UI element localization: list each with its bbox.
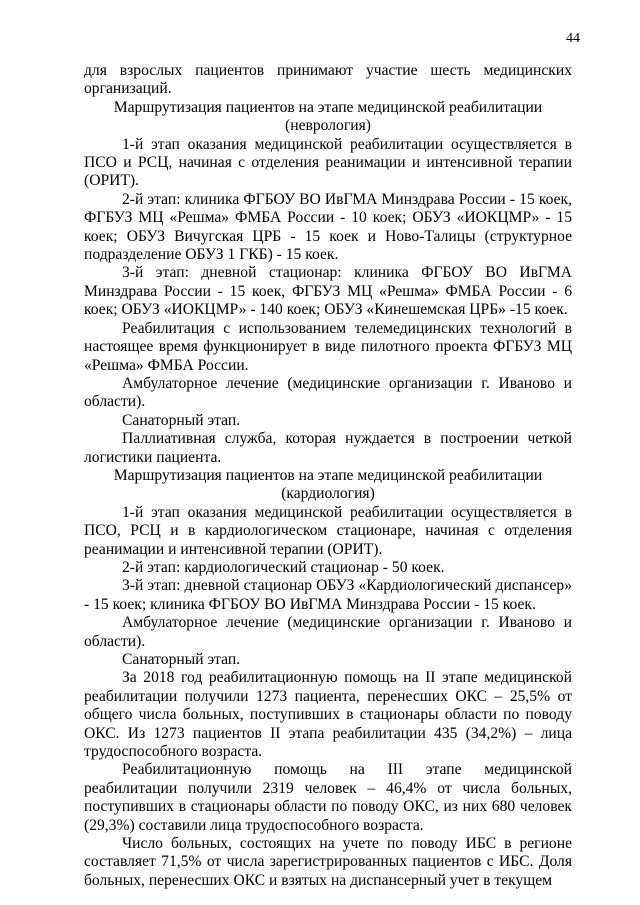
paragraph: 2-й этап: клиника ФГБОУ ВО ИвГМА Минздрава России - 15 коек, ФГБУЗ МЦ «Решма» ФМБА России - 10 коек; ОБУЗ «ИОКЦМР» - 15 коек; ОБУЗ Вичугская ЦРБ - 15 коек и Ново-Талицы (структурное подразделение ОБУЗ 1 ГКБ) - 15 коек.: [84, 190, 572, 264]
paragraph: 2-й этап: кардиологический стационар - 50 коек.: [122, 558, 445, 576]
paragraph: Реабилитационную помощь на III этапе медицинской реабилитации получили 2319 человек – 46,4% от числа больных, поступивших в стационары области по поводу ОКС, из них 680 человек (29,3%) составили лица трудоспособного возраста.: [84, 761, 572, 834]
paragraph: Амбулаторное лечение (медицинские организации г. Иваново и области).: [84, 614, 572, 650]
paragraph: За 2018 год реабилитационную помощь на II этапе медицинской реабилитации получили 1273 пациента, перенесших ОКС – 25,5% от общего числа больных, поступивших в стационары области по поводу ОКС. Из 1273 пациентов II этапа реабилитации 435 (34,2%) – лица трудоспособного возраста.: [84, 669, 572, 761]
paragraph: 1-й этап оказания медицинской реабилитации осуществляется в ПСО, РСЦ и в кардиологическом стационаре, начиная с отделения реанимации и интенсивной терапии (ОРИТ).: [84, 503, 572, 558]
document-body: [84, 62, 572, 890]
paragraph: Реабилитация с использованием телемедицинских технологий в настоящее время функционирует в виде пилотного проекта ФГБУЗ МЦ «Решма» ФМБА России.: [84, 319, 572, 374]
paragraph: 3-й этап: дневной стационар: клиника ФГБОУ ВО ИвГМА Минздрава России - 15 коек, ФГБУЗ МЦ «Решма» ФМБА России - 6 коек; ОБУЗ «ИОКЦМР» - 140 коек; ОБУЗ «Кинешемская ЦРБ» -15 коек.: [84, 264, 572, 319]
section-heading: Маршрутизация пациентов на этапе медицинской реабилитации (кардиология): [113, 466, 543, 503]
paragraph: Амбулаторное лечение (медицинские организации г. Иваново и области).: [84, 374, 572, 411]
page-number: 44: [566, 31, 580, 46]
paragraph: Число больных, состоящих на учете по поводу ИБС в регионе составляет 71,5% от числа зарегистрированных пациентов с ИБС. Доля больных, перенесших ОКС и взятых на диспансерный учет в текущем: [84, 835, 572, 889]
paragraph: Санаторный этап.: [122, 651, 241, 668]
paragraph: Паллиативная служба, которая нуждается в построении четкой логистики пациента.: [84, 430, 572, 466]
paragraph: 1-й этап оказания медицинской реабилитации осуществляется в ПСО и РСЦ, начиная с отделения реанимации и интенсивной терапии (ОРИТ).: [84, 135, 572, 190]
paragraph: 3-й этап: дневной стационар ОБУЗ «Кардиологический диспансер» - 15 коек; клиника ФГБОУ ВО ИвГМА Минздрава России - 15 коек.: [84, 577, 572, 613]
paragraph: Санаторный этап.: [122, 411, 241, 429]
section-heading: Маршрутизация пациентов на этапе медицинской реабилитации (неврология): [113, 98, 543, 135]
paragraph: для взрослых пациентов принимают участие шесть медицинских организаций.: [84, 62, 572, 98]
